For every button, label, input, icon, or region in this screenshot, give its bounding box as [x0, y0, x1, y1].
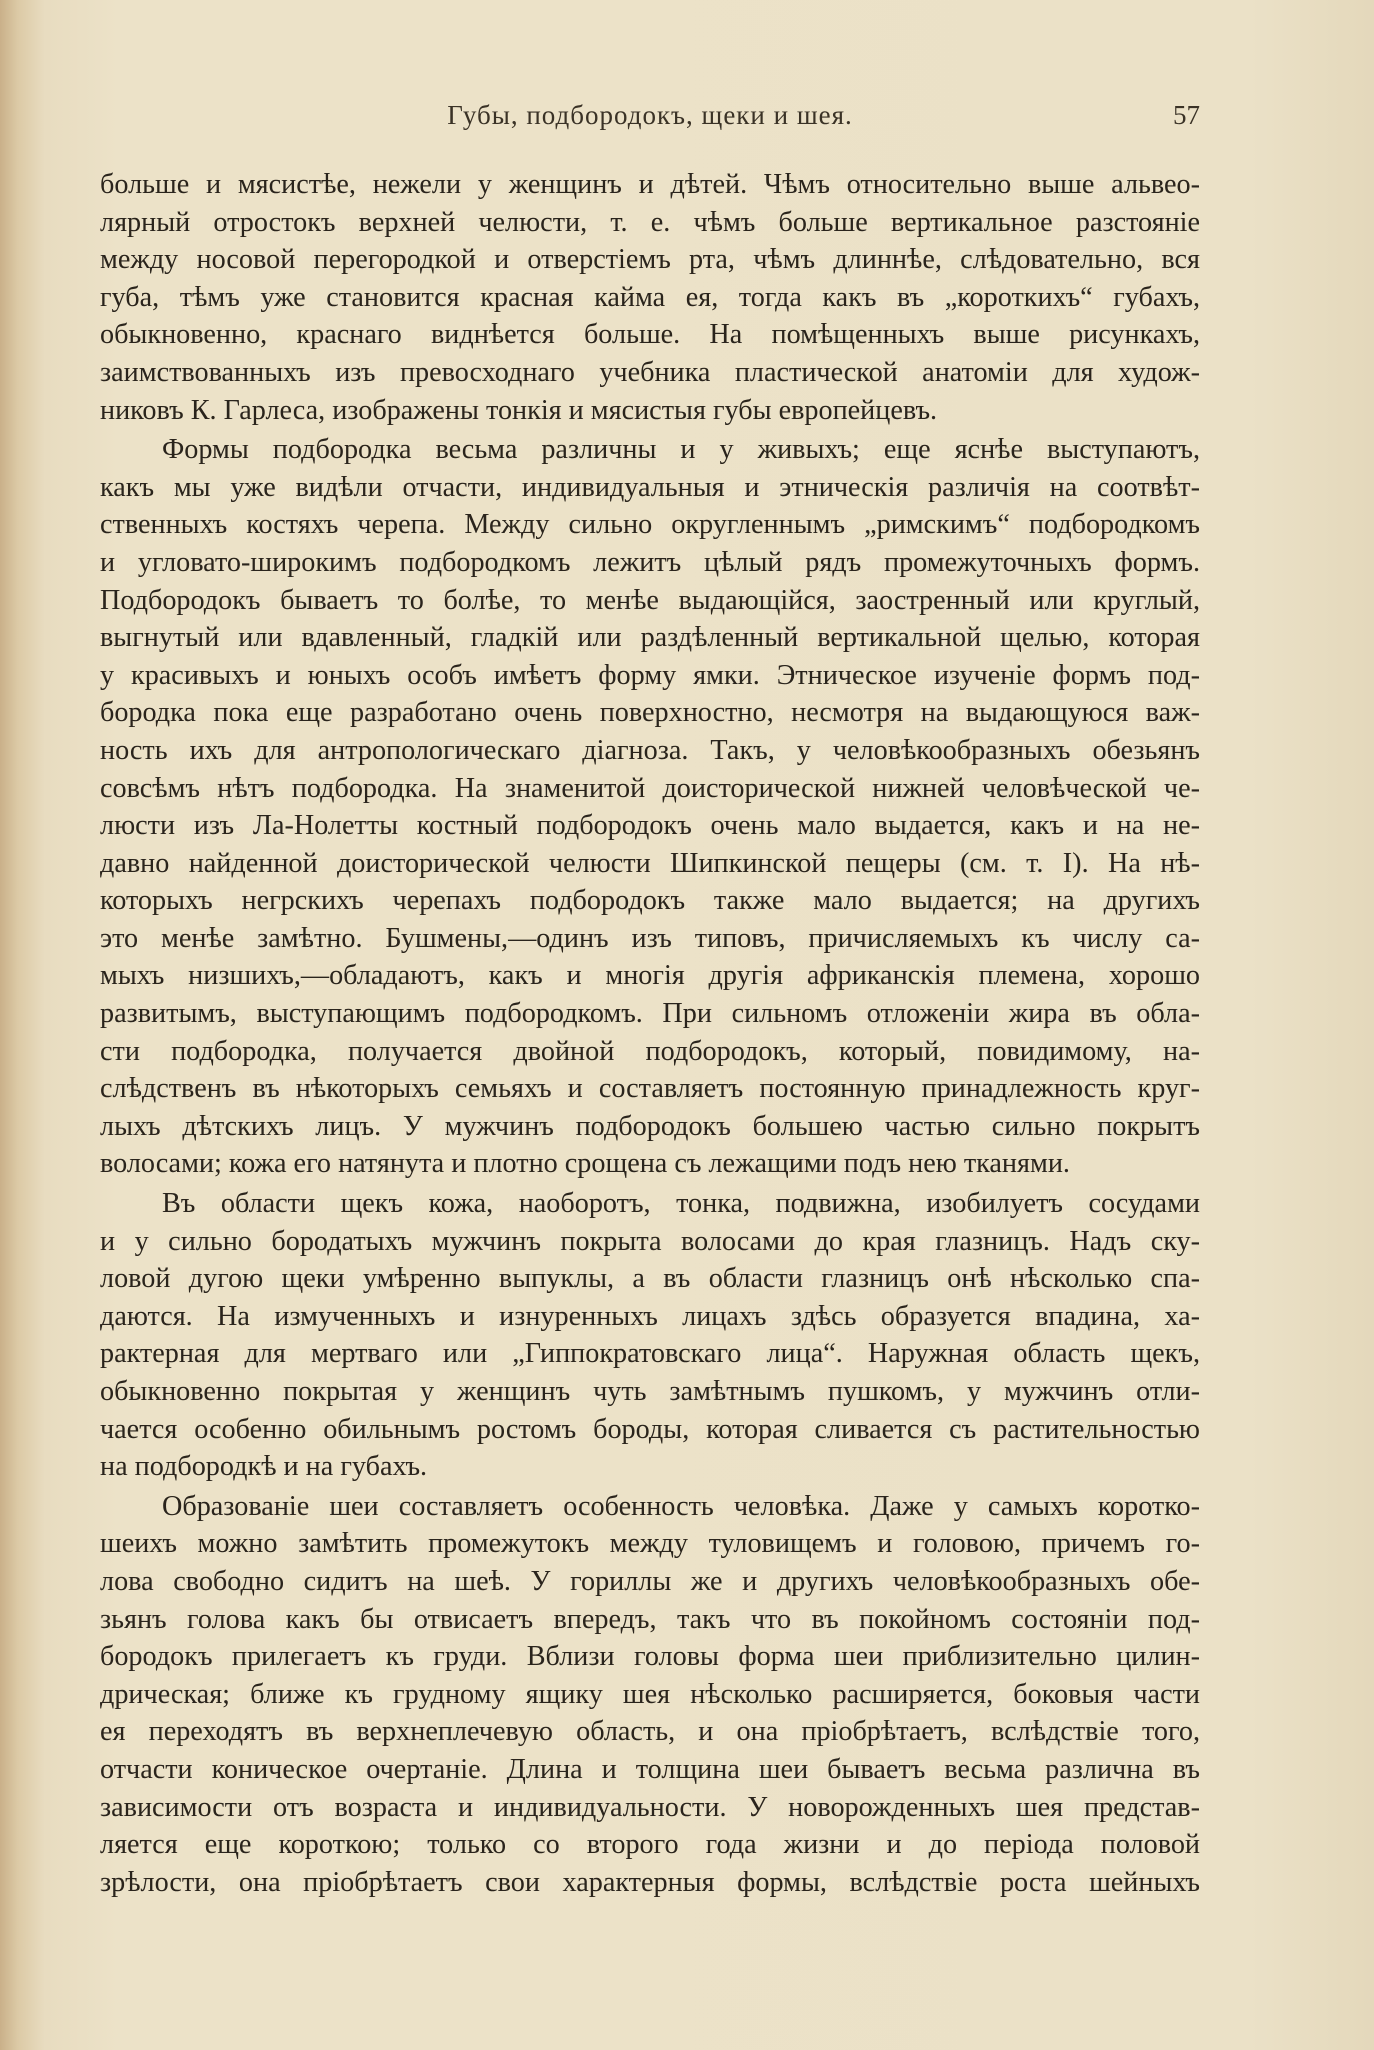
- text-line: зрѣлости, она пріобрѣтаетъ свои характерныя формы, вслѣдствіе роста шейныхъ: [100, 1866, 1200, 1898]
- text-line: лыхъ дѣтскихъ лицъ. У мужчинъ подбородокъ большею частью сильно покрытъ: [100, 1110, 1200, 1142]
- text-line: совсѣмъ нѣтъ подбородка. На знаменитой доисторической нижней человѣческой че-: [100, 772, 1200, 804]
- text-line: шеихъ можно замѣтить промежутокъ между туловищемъ и головою, причемъ го-: [100, 1528, 1200, 1560]
- paragraph-2: [100, 431, 1200, 1183]
- text-line: больше и мясистѣе, нежели у женщинъ и дѣтей. Чѣмъ относительно выше альвео-: [100, 169, 1200, 200]
- page-header: [100, 100, 1200, 140]
- page-number: 57: [1173, 100, 1200, 130]
- text-line: зьянъ голова какъ бы отвисаетъ впередъ, такъ что въ покойномъ состояніи под-: [100, 1603, 1200, 1635]
- text-line: и у сильно бородатыхъ мужчинъ покрыта волосами до края глазницъ. Надъ ску-: [100, 1225, 1200, 1257]
- text-line: это менѣе замѣтно. Бушмены,—одинъ изъ типовъ, причисляемыхъ къ числу са-: [100, 922, 1200, 954]
- text-line: ственныхъ костяхъ черепа. Между сильно округленнымъ „римскимъ“ подбородкомъ: [100, 509, 1200, 541]
- text-line: развитымъ, выступающимъ подбородкомъ. При сильномъ отложеніи жира въ обла-: [100, 998, 1200, 1030]
- paragraph-1: [100, 166, 1200, 429]
- text-line: и угловато-широкимъ подбородкомъ лежитъ цѣлый рядъ промежуточныхъ формъ.: [100, 546, 1200, 578]
- text-line: у красивыхъ и юныхъ особъ имѣетъ форму ямки. Этническое изученіе формъ под-: [100, 659, 1200, 691]
- text-line: слѣдственъ въ нѣкоторыхъ семьяхъ и составляетъ постоянную принадлежность круг-: [100, 1073, 1200, 1105]
- text-line: давно найденной доисторической челюсти Шипкинской пещеры (см. т. I). На нѣ-: [100, 847, 1200, 879]
- text-line: бородокъ прилегаетъ къ груди. Вблизи головы форма шеи приблизительно цилин-: [100, 1641, 1200, 1673]
- text-line: губа, тѣмъ уже становится красная кайма ея, тогда какъ въ „короткихъ“ губахъ,: [100, 281, 1200, 313]
- text-line: дрическая; ближе къ грудному ящику шея нѣсколько расширяется, боковыя части: [100, 1678, 1200, 1710]
- text-line: никовъ К. Гарлеса, изображены тонкія и мясистыя губы европейцевъ.: [100, 394, 938, 426]
- text-line: Образованіе шеи составляетъ особенность человѣка. Даже у самыхъ коротко-: [162, 1490, 1200, 1522]
- text-line: между носовой перегородкой и отверстіемъ рта, чѣмъ длиннѣе, слѣдовательно, вся: [100, 244, 1200, 276]
- text-line: мыхъ низшихъ,—обладаютъ, какъ и многія другія африканскія племена, хорошо: [100, 960, 1200, 992]
- text-line: люсти изъ Ла-Нолетты костный подбородокъ очень мало выдается, какъ и на не-: [100, 810, 1200, 842]
- running-title: Губы, подбородокъ, щеки и шея.: [447, 100, 853, 130]
- text-line: Формы подбородка весьма различны и у живыхъ; еще яснѣе выступаютъ,: [162, 434, 1200, 466]
- text-line: Подбородокъ бываетъ то болѣе, то менѣе выдающійся, заостренный или круглый,: [100, 584, 1200, 616]
- text-line: сти подбородка, получается двойной подбородокъ, который, повидимому, на-: [100, 1035, 1200, 1067]
- text-line: лова свободно сидитъ на шеѣ. У гориллы же и другихъ человѣкообразныхъ обе-: [100, 1565, 1200, 1597]
- text-line: даются. На измученныхъ и изнуренныхъ лицахъ здѣсь образуется впадина, ха-: [100, 1300, 1200, 1332]
- text-line: волосами; кожа его натянута и плотно срощена съ лежащими подъ нею тканями.: [100, 1148, 1070, 1180]
- body-text: [100, 166, 1200, 1903]
- text-line: заимствованныхъ изъ превосходнаго учебника пластической анатоміи для худож-: [100, 356, 1200, 388]
- paragraph-3: [100, 1185, 1200, 1486]
- text-line: выгнутый или вдавленный, гладкій или раздѣленный вертикальной щелью, которая: [100, 622, 1200, 654]
- text-line: которыхъ негрскихъ черепахъ подбородокъ также мало выдается; на другихъ: [100, 885, 1200, 917]
- text-line: на подбородкѣ и на губахъ.: [100, 1451, 428, 1483]
- text-line: ность ихъ для антропологическаго діагноза. Такъ, у человѣкообразныхъ обезьянъ: [100, 734, 1200, 766]
- text-line: чается особенно обильнымъ ростомъ бороды, которая сливается съ растительностью: [100, 1413, 1200, 1445]
- text-line: отчасти коническое очертаніе. Длина и толщина шеи бываетъ весьма различна въ: [100, 1753, 1200, 1785]
- text-line: какъ мы уже видѣли отчасти, индивидуальныя и этническія различія на соотвѣт-: [100, 471, 1200, 503]
- text-line: ляется еще короткою; только со второго года жизни и до періода половой: [100, 1829, 1200, 1861]
- text-line: обыкновенно, краснаго виднѣется больше. На помѣщенныхъ выше рисункахъ,: [100, 319, 1200, 351]
- text-line: Въ области щекъ кожа, наоборотъ, тонка, подвижна, изобилуетъ сосудами: [162, 1188, 1200, 1220]
- text-line: лярный отростокъ верхней челюсти, т. е. чѣмъ больше вертикальное разстояніе: [100, 206, 1200, 238]
- text-line: рактерная для мертваго или „Гиппократовскаго лица“. Наружная область щекъ,: [100, 1338, 1200, 1370]
- text-line: ловой дугою щеки умѣренно выпуклы, а въ области глазницъ онѣ нѣсколько спа-: [100, 1263, 1200, 1295]
- text-line: зависимости отъ возраста и индивидуальности. У новорожденныхъ шея представ-: [100, 1791, 1200, 1823]
- paragraph-4: [100, 1488, 1200, 1902]
- text-line: ея переходятъ въ верхнеплечевую область, и она пріобрѣтаетъ, вслѣдствіе того,: [100, 1716, 1200, 1748]
- text-line: обыкновенно покрытая у женщинъ чуть замѣтнымъ пушкомъ, у мужчинъ отли-: [100, 1376, 1200, 1407]
- text-line: бородка пока еще разработано очень поверхностно, несмотря на выдающуюся важ-: [100, 697, 1200, 729]
